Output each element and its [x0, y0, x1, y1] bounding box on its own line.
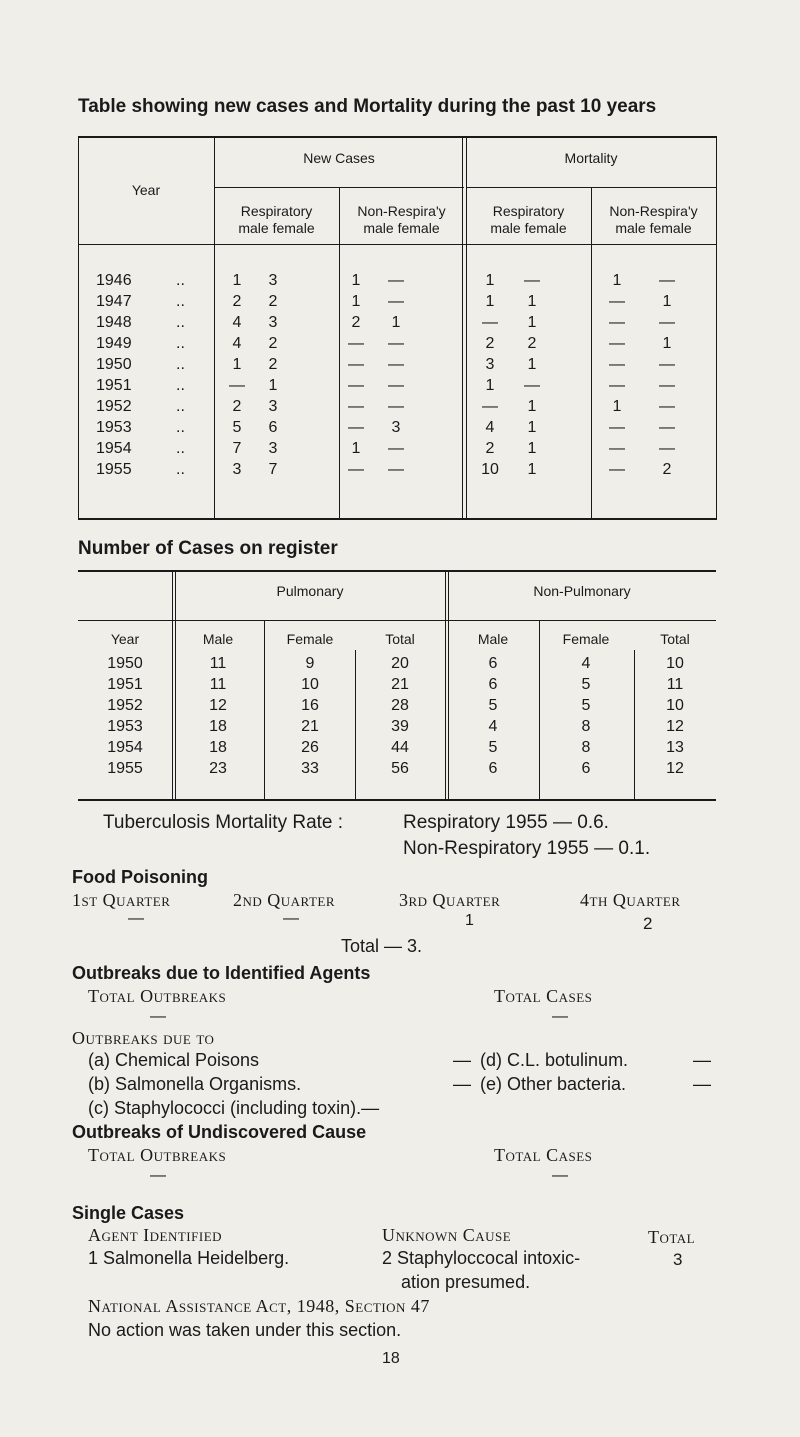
page-number: 18	[382, 1350, 400, 1367]
table2-title: Number of Cases on register	[78, 538, 338, 559]
table2-cell: 23	[209, 760, 227, 777]
table1-row-dots: ..	[176, 293, 185, 310]
table1-title: Table showing new cases and Mortality during the past 10 years	[78, 96, 657, 117]
table1-row-dots: ..	[176, 335, 185, 352]
table1-cell: —	[388, 356, 404, 373]
table1-row-year: 1955	[96, 461, 132, 478]
agent-d-value: —	[693, 1050, 711, 1070]
table2-cell: 26	[301, 739, 319, 756]
agent-a-chemical-poisons: (a) Chemical Poisons	[88, 1050, 260, 1070]
quarter-3-label: 3rd Quarter	[399, 890, 501, 910]
agent-e-value: —	[693, 1074, 711, 1094]
table1-cell: 1	[485, 272, 495, 289]
table1-cell: 1	[527, 356, 537, 373]
table1-cell: 2	[527, 335, 537, 352]
table2-nonpulmonary-header: Non-Pulmonary	[533, 583, 631, 599]
table1-row-year: 1948	[96, 314, 132, 331]
table2-cell: 4	[581, 655, 591, 672]
single-total-label: Total	[648, 1227, 696, 1247]
identified-outbreaks-dash: —	[150, 1008, 166, 1025]
table1-cell: 2	[232, 398, 242, 415]
agent-e-other-bacteria: (e) Other bacteria.	[480, 1074, 627, 1094]
table2-cell: 10	[666, 655, 684, 672]
table2-col-header: Female	[286, 631, 334, 647]
table1-row-year: 1953	[96, 419, 132, 436]
table2-cell: 1950	[107, 655, 143, 672]
table1-cell: 1	[527, 419, 537, 436]
agent-b-salmonella: (b) Salmonella Organisms.	[88, 1074, 302, 1094]
table1-cell: —	[229, 377, 245, 394]
table1-nc-nonresp-mf: male female	[363, 220, 440, 236]
table1-cell: 7	[268, 461, 278, 478]
table1-row-year: 1949	[96, 335, 132, 352]
table1-cell: 4	[232, 314, 242, 331]
table1-cell: 2	[232, 293, 242, 310]
table2-cell: 5	[581, 676, 591, 693]
undiscovered-cases-dash: —	[552, 1167, 568, 1184]
table1-cell: 1	[612, 272, 622, 289]
table1-row-dots: ..	[176, 398, 185, 415]
table1-cell: 1	[612, 398, 622, 415]
table1-row-dots: ..	[176, 356, 185, 373]
table2-col-header: Male	[477, 631, 509, 647]
table1-cell: —	[659, 356, 675, 373]
undiscovered-outbreaks-dash: —	[150, 1167, 166, 1184]
table2-cell: 9	[305, 655, 315, 672]
table1-cell: 3	[485, 356, 495, 373]
table2-cell: 10	[301, 676, 319, 693]
agent-b-value: —	[453, 1074, 471, 1094]
table1-cell: —	[388, 398, 404, 415]
identified-agents-heading: Outbreaks due to Identified Agents	[72, 963, 371, 983]
table2-cell: 56	[391, 760, 409, 777]
table1-mo-nonresp-mf: male female	[615, 220, 692, 236]
table2-cell: 39	[391, 718, 409, 735]
table1-mo-resp-header: Respiratory	[492, 203, 565, 219]
table1-cell: —	[388, 272, 404, 289]
table1-cell: 1	[662, 293, 672, 310]
table2-cell: 33	[301, 760, 319, 777]
table1-cell: 2	[351, 314, 361, 331]
tb-mortality-respiratory: Respiratory 1955 — 0.6.	[403, 812, 609, 833]
table1-cell: —	[388, 461, 404, 478]
table2-cell: 6	[581, 760, 591, 777]
table1-cell: —	[348, 398, 364, 415]
table1-cell: 1	[527, 293, 537, 310]
table1-cell: 2	[485, 440, 495, 457]
table1-row-dots: ..	[176, 461, 185, 478]
table2-cell: 16	[301, 697, 319, 714]
table1-cell: —	[659, 440, 675, 457]
food-poisoning-total: Total — 3.	[341, 936, 423, 956]
table2-cell: 18	[209, 739, 227, 756]
table1-new-cases-header: New Cases	[303, 150, 375, 166]
tb-mortality-non-respiratory: Non-Respiratory 1955 — 0.1.	[403, 838, 651, 859]
table2-cell: 12	[209, 697, 227, 714]
table1-cell: 1	[232, 272, 242, 289]
table1-cell: —	[609, 461, 625, 478]
table1-cell: 1	[527, 314, 537, 331]
quarter-1-label: 1st Quarter	[72, 890, 171, 910]
outbreaks-due-to-label: Outbreaks due to	[72, 1028, 215, 1048]
table2-cell: 18	[209, 718, 227, 735]
identified-cases-dash: —	[552, 1008, 568, 1025]
agent-d-botulinum: (d) C.L. botulinum.	[480, 1050, 629, 1070]
table1-cell: —	[609, 356, 625, 373]
table1-cell: —	[482, 314, 498, 331]
agent-c-staphylococci: (c) Staphylococci (including toxin).—	[88, 1098, 380, 1118]
table1-cell: —	[482, 398, 498, 415]
table1-cell: 2	[268, 335, 278, 352]
table2-cell: 44	[391, 739, 409, 756]
table2-cell: 20	[391, 655, 409, 672]
table1-row-dots: ..	[176, 272, 185, 289]
table1-cell: —	[659, 419, 675, 436]
table1-cell: —	[524, 272, 540, 289]
table2-col-header: Male	[202, 631, 234, 647]
table2-cell: 4	[488, 718, 498, 735]
table2-cell: 28	[391, 697, 409, 714]
table1-cell: 3	[232, 461, 242, 478]
undiscovered-total-cases-label: Total Cases	[494, 1145, 593, 1165]
table1-cell: 2	[268, 293, 278, 310]
table2-pulmonary-header: Pulmonary	[276, 583, 344, 599]
table1-nc-resp-header: Respiratory	[240, 203, 313, 219]
table2-cell: 5	[488, 697, 498, 714]
table1-row-year: 1950	[96, 356, 132, 373]
table1-cell: —	[348, 335, 364, 352]
table1-cell: 3	[268, 398, 278, 415]
quarter-1-value: —	[128, 910, 144, 927]
table1-cell: —	[348, 356, 364, 373]
table2-cell: 1951	[107, 676, 143, 693]
table1-cell: 1	[527, 440, 537, 457]
single-total-value: 3	[673, 1250, 683, 1269]
table1-cell: —	[609, 419, 625, 436]
tb-mortality-label: Tuberculosis Mortality Rate :	[103, 812, 344, 833]
table2-col-header: Female	[562, 631, 610, 647]
table1-cell: —	[348, 377, 364, 394]
table1-cell: —	[609, 377, 625, 394]
table2-cell: 11	[666, 676, 684, 693]
table1-cell: 5	[232, 419, 242, 436]
unknown-cause-value-2: ation presumed.	[401, 1272, 531, 1292]
unknown-cause-value-1: 2 Staphyloccocal intoxic-	[382, 1248, 581, 1268]
table1-cell: 1	[527, 461, 537, 478]
table1-cell: —	[388, 293, 404, 310]
table1-cell: —	[388, 335, 404, 352]
table1-cell: 2	[485, 335, 495, 352]
table1-cell: 1	[527, 398, 537, 415]
table2-cell: 21	[391, 676, 409, 693]
table1-cell: 1	[351, 293, 361, 310]
table2-cell: 6	[488, 676, 498, 693]
table1-cell: —	[659, 377, 675, 394]
table2-col-header: Total	[660, 631, 690, 647]
table1-cell: —	[388, 440, 404, 457]
table2-cell: 5	[488, 739, 498, 756]
table2-cell: 1954	[107, 739, 143, 756]
table2-cell: 1952	[107, 697, 143, 714]
table1-cell: 1	[485, 293, 495, 310]
agent-a-value: —	[453, 1050, 471, 1070]
table2-col-header: Year	[110, 631, 140, 647]
table1-cell: 3	[268, 440, 278, 457]
table1-cell: —	[388, 377, 404, 394]
table2-cell: 11	[209, 676, 227, 693]
quarter-3-value: 1	[465, 912, 474, 929]
table1-cell: 3	[268, 314, 278, 331]
table1-cell: —	[609, 335, 625, 352]
table1-cell: 2	[268, 356, 278, 373]
undiscovered-cause-heading: Outbreaks of Undiscovered Cause	[72, 1122, 367, 1142]
undiscovered-total-outbreaks-label: Total Outbreaks	[88, 1145, 227, 1165]
table2-cell: 6	[488, 760, 498, 777]
table1-cell: —	[609, 314, 625, 331]
table1-mo-nonresp-header: Non-Respira'y	[609, 203, 698, 219]
table1-cell: 3	[391, 419, 401, 436]
unknown-cause-label: Unknown Cause	[382, 1225, 512, 1245]
table1-cell: 1	[351, 272, 361, 289]
table2-cell: 21	[301, 718, 319, 735]
quarter-4-label: 4th Quarter	[580, 890, 681, 910]
table2-cell: 8	[581, 718, 591, 735]
single-cases-heading: Single Cases	[72, 1203, 185, 1223]
quarter-2-label: 2nd Quarter	[233, 890, 335, 910]
quarter-4-value: 2	[643, 914, 653, 933]
table1-cell: —	[348, 419, 364, 436]
table1-cell: —	[609, 293, 625, 310]
table2-cell: 8	[581, 739, 591, 756]
table1-row-dots: ..	[176, 377, 185, 394]
table1-nc-nonresp-header: Non-Respira'y	[357, 203, 446, 219]
agent-identified-value: 1 Salmonella Heidelberg.	[88, 1248, 290, 1268]
table1-nc-resp-mf: male female	[238, 220, 315, 236]
table1-row-year: 1952	[96, 398, 132, 415]
table2-cell: 11	[209, 655, 227, 672]
table2-cell: 1953	[107, 718, 143, 735]
table2-cell: 1955	[107, 760, 143, 777]
table1-cell: 1	[662, 335, 672, 352]
table1-cell: —	[524, 377, 540, 394]
table2-cell: 13	[666, 739, 684, 756]
table2-cell: 6	[488, 655, 498, 672]
table1-row-year: 1947	[96, 293, 132, 310]
national-assistance-note: No action was taken under this section.	[88, 1320, 402, 1340]
table1-row-dots: ..	[176, 314, 185, 331]
table1-row-year: 1954	[96, 440, 132, 457]
quarter-2-value: —	[283, 910, 299, 927]
food-poisoning-heading: Food Poisoning	[72, 867, 208, 887]
table1-mo-resp-mf: male female	[490, 220, 567, 236]
table1-row-year: 1946	[96, 272, 132, 289]
table1-cell: 1	[391, 314, 401, 331]
table2-cell: 12	[666, 760, 684, 777]
table1-row-year: 1951	[96, 377, 132, 394]
identified-total-outbreaks-label: Total Outbreaks	[88, 986, 227, 1006]
table2-cell: 5	[581, 697, 591, 714]
national-assistance-line: National Assistance Act, 1948, Section 47	[88, 1296, 430, 1316]
table1-row-dots: ..	[176, 440, 185, 457]
table2-col-header: Total	[385, 631, 415, 647]
table1-year-header: Year	[131, 182, 161, 198]
table1-cell: 6	[268, 419, 278, 436]
table2-cell: 12	[666, 718, 684, 735]
table1-cell: 10	[481, 461, 499, 478]
table1-cell: 4	[485, 419, 495, 436]
table1-cell: 1	[485, 377, 495, 394]
table1-mortality-header: Mortality	[564, 150, 618, 166]
table1-row-dots: ..	[176, 419, 185, 436]
identified-total-cases-label: Total Cases	[494, 986, 593, 1006]
table1-cell: 3	[268, 272, 278, 289]
table1-cell: 7	[232, 440, 242, 457]
table1-cell: 1	[268, 377, 278, 394]
table1-cell: —	[659, 398, 675, 415]
agent-identified-label: Agent Identified	[88, 1225, 223, 1245]
table1-cell: —	[659, 314, 675, 331]
table1-cell: 2	[662, 461, 672, 478]
table1-cell: —	[659, 272, 675, 289]
table1-cell: 1	[232, 356, 242, 373]
table1-cell: 1	[351, 440, 361, 457]
table1-cell: —	[609, 440, 625, 457]
table1-cell: —	[348, 461, 364, 478]
table1-cell: 4	[232, 335, 242, 352]
table2-cell: 10	[666, 697, 684, 714]
